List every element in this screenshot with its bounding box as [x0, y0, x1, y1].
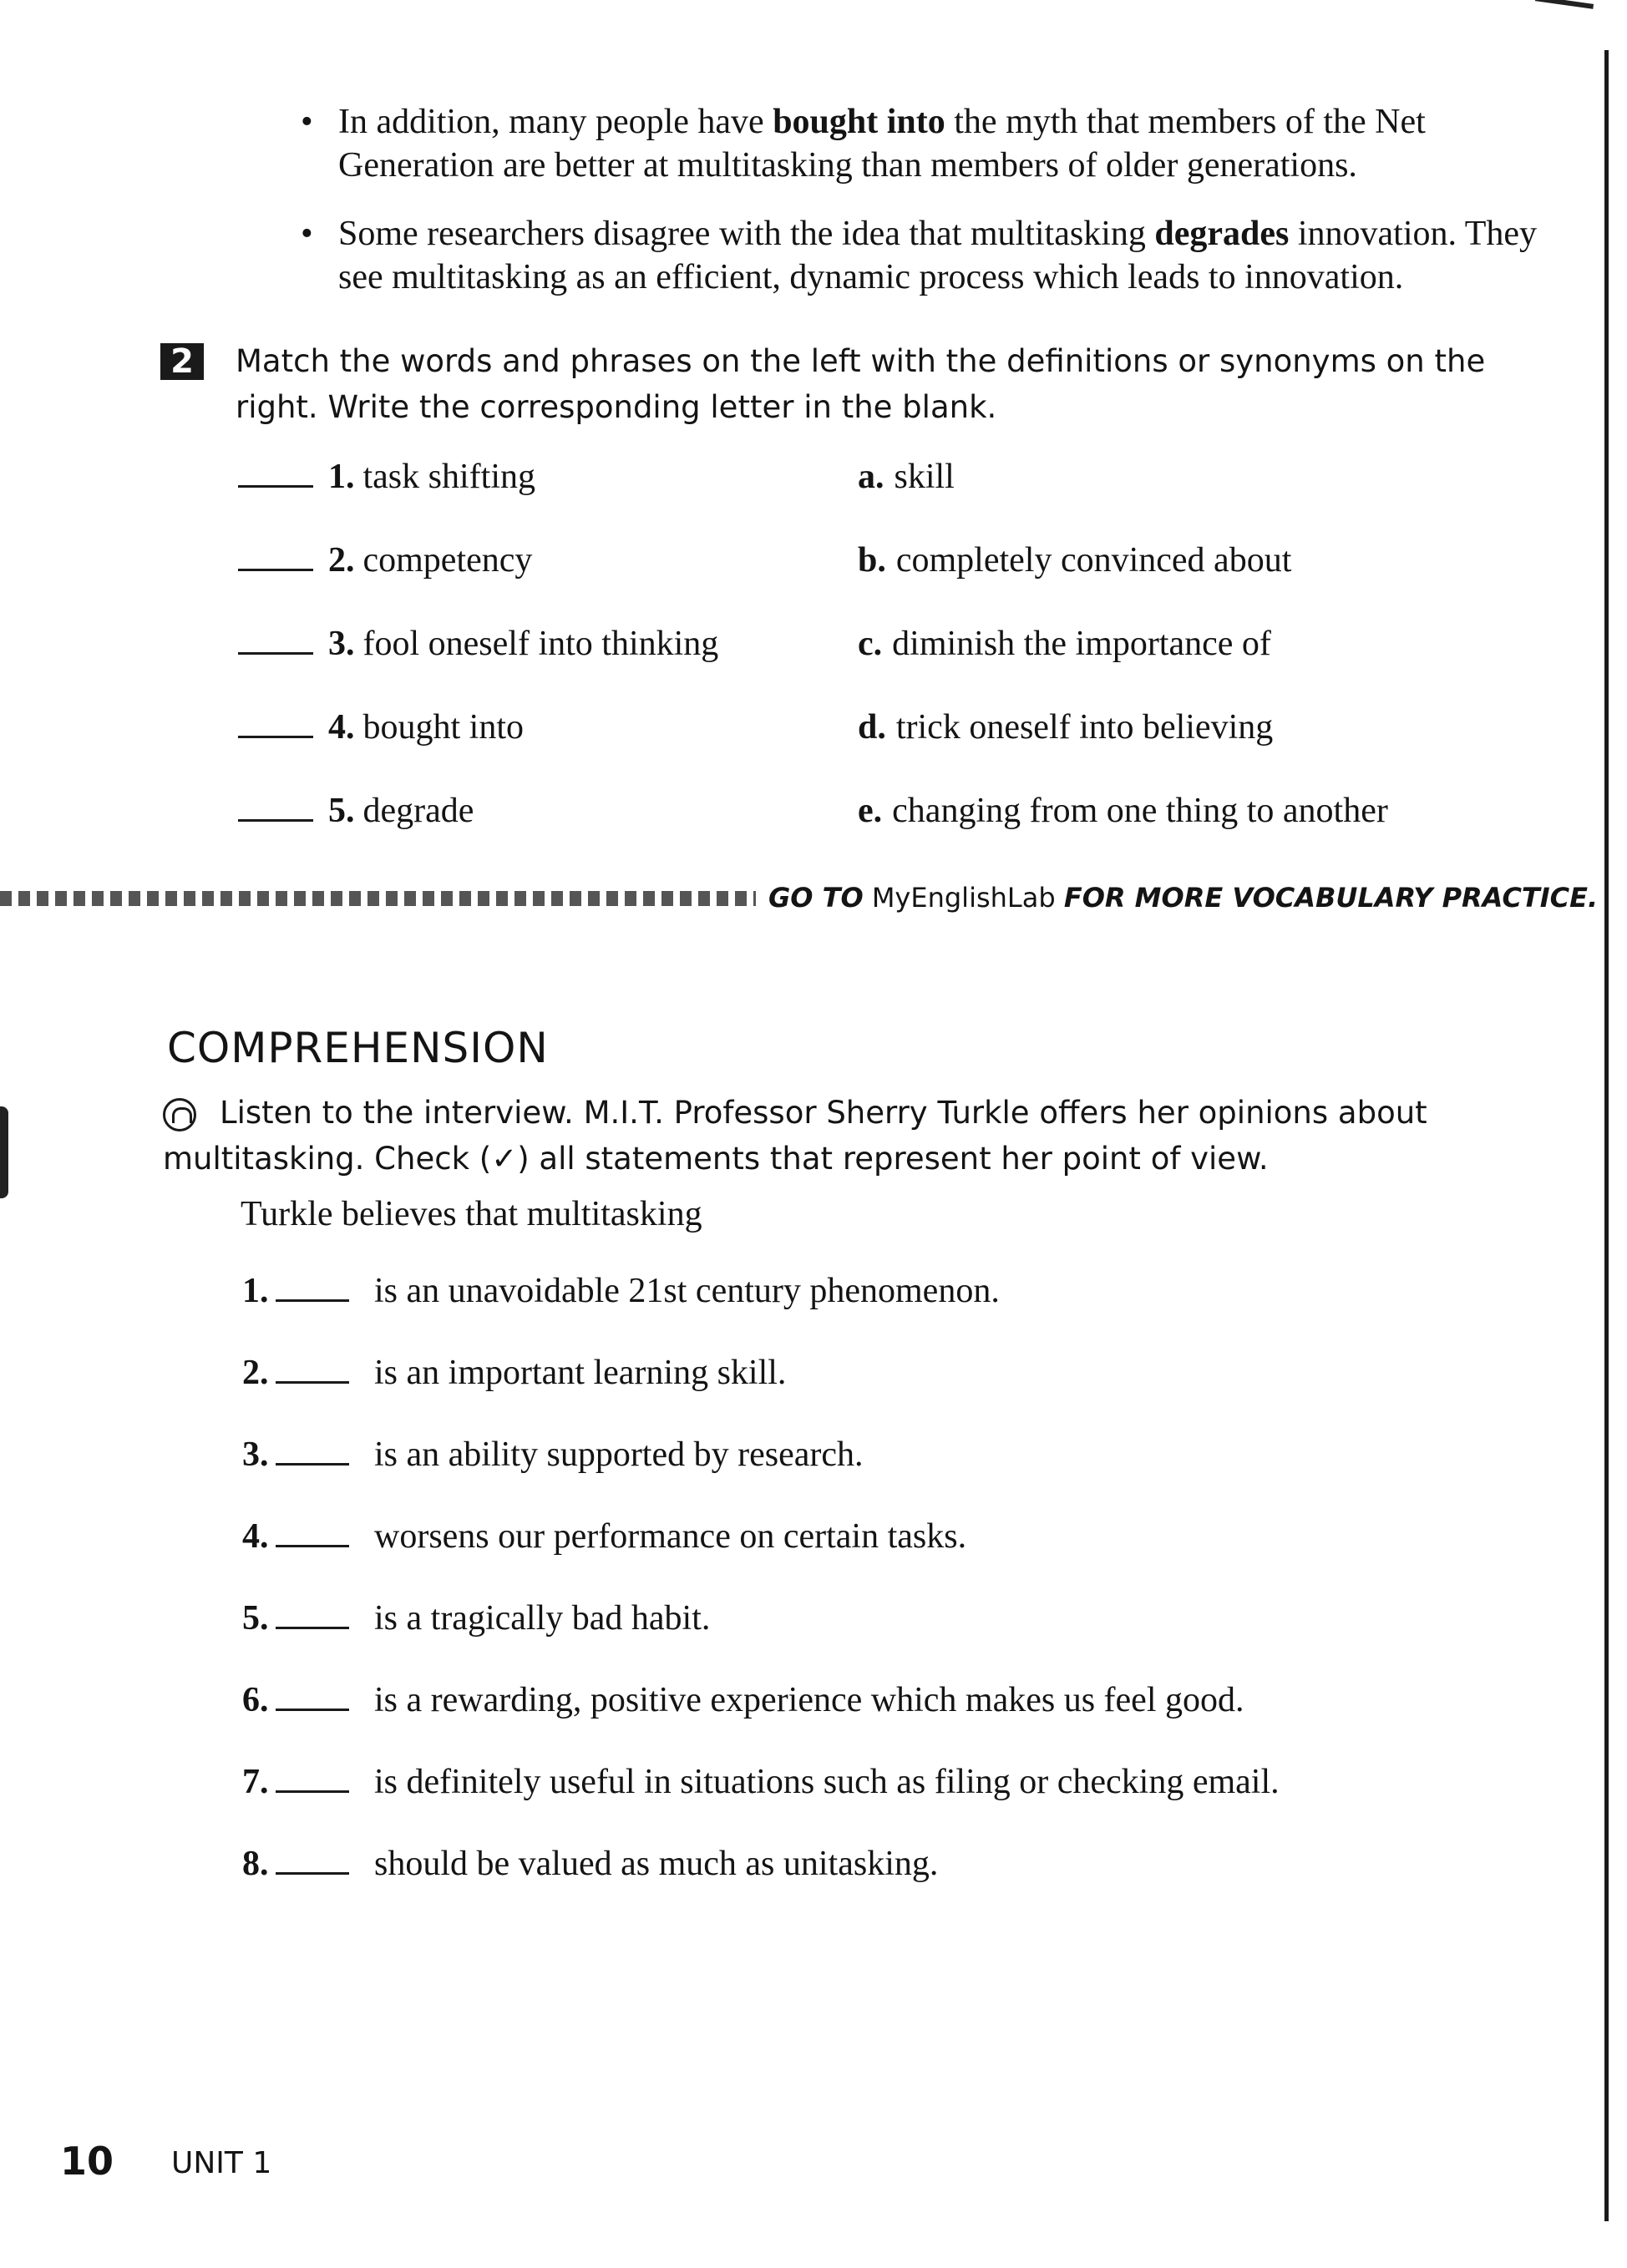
bullet-dot-icon: •	[301, 103, 313, 141]
comprehension-instruction: Listen to the interview. M.I.T. Professor Sherry Turkle offers her opinions about multitasking. Check (✓) all statements that represent her point of view.	[163, 1095, 1427, 1177]
answer-blank[interactable]	[238, 540, 313, 571]
match-definition: b. completely convinced about	[858, 541, 1292, 580]
vocab-term: degrades	[1154, 215, 1290, 253]
section-heading: COMPREHENSION	[167, 1024, 549, 1072]
match-definition: e. changing from one thing to another	[858, 792, 1388, 830]
match-term: 2. competency	[238, 539, 532, 582]
statement-item: 3. is an ability supported by research.	[242, 1435, 864, 1474]
answer-blank[interactable]	[238, 624, 313, 655]
match-term: 4. bought into	[238, 706, 524, 749]
unit-label: UNIT 1	[171, 2146, 272, 2180]
page-number: 10	[60, 2139, 114, 2184]
bullet-list	[301, 100, 1554, 324]
vocab-term: bought into	[773, 103, 945, 141]
match-row	[238, 455, 1574, 539]
exercise-number-badge: 2	[160, 343, 204, 380]
match-definition: c. diminish the importance of	[858, 625, 1271, 663]
page-edge-shadow	[1604, 50, 1609, 2221]
binding-mark	[0, 1106, 8, 1198]
dotted-rule	[0, 891, 756, 906]
check-blank[interactable]	[276, 1435, 349, 1466]
bullet-dot-icon: •	[301, 215, 313, 253]
bullet-item: • In addition, many people have bought into the myth that members of the Net Generation are better at multitasking than members of older generations.	[301, 100, 1554, 187]
check-blank[interactable]	[276, 1271, 349, 1302]
headphones-icon	[163, 1098, 196, 1131]
statement-item: 1. is an unavoidable 21st century phenomenon.	[242, 1272, 1000, 1310]
statement-list	[242, 1269, 1495, 1924]
answer-blank[interactable]	[238, 707, 313, 738]
match-definition: a. skill	[858, 458, 955, 496]
match-row	[238, 789, 1574, 873]
check-blank[interactable]	[276, 1598, 349, 1629]
myenglishlab-banner	[0, 881, 1599, 914]
match-term: 5. degrade	[238, 789, 474, 833]
brand-name: MyEnglishLab	[871, 882, 1056, 914]
exercise-2	[160, 338, 1564, 430]
statement-item: 4. worsens our performance on certain tasks.	[242, 1517, 967, 1556]
match-definition: d. trick oneself into believing	[858, 708, 1274, 747]
myenglishlab-link[interactable]: GO TO MyEnglishLab FOR MORE VOCABULARY PRACTICE.	[768, 882, 1599, 914]
statement-item: 6. is a rewarding, positive experience which makes us feel good.	[242, 1681, 1244, 1719]
match-row	[238, 539, 1574, 622]
match-row	[238, 706, 1574, 789]
statement-item: 8. should be valued as much as unitasking.	[242, 1845, 939, 1883]
check-blank[interactable]	[276, 1680, 349, 1711]
statement-item: 2. is an important learning skill.	[242, 1354, 787, 1392]
check-blank[interactable]	[276, 1762, 349, 1793]
answer-blank[interactable]	[238, 457, 313, 488]
check-blank[interactable]	[276, 1516, 349, 1547]
statement-item: 5. is a tragically bad habit.	[242, 1599, 711, 1638]
statement-lead: Turkle believes that multitasking	[241, 1195, 702, 1233]
answer-blank[interactable]	[238, 791, 313, 822]
matching-exercise	[238, 455, 1574, 873]
match-term: 3. fool oneself into thinking	[238, 622, 718, 666]
exercise-instruction: Match the words and phrases on the left with the definitions or synonyms on the right. Write the corresponding letter in the blank.	[236, 343, 1486, 425]
check-blank[interactable]	[276, 1353, 349, 1384]
statement-item: 7. is definitely useful in situations such as filing or checking email.	[242, 1763, 1280, 1801]
check-blank[interactable]	[276, 1844, 349, 1875]
page-corner-mark	[1535, 0, 1594, 9]
match-row	[238, 622, 1574, 706]
bullet-item: • Some researchers disagree with the idea that multitasking degrades innovation. They see multitasking as an efficient, dynamic process which leads to innovation.	[301, 212, 1554, 299]
match-term: 1. task shifting	[238, 455, 535, 499]
